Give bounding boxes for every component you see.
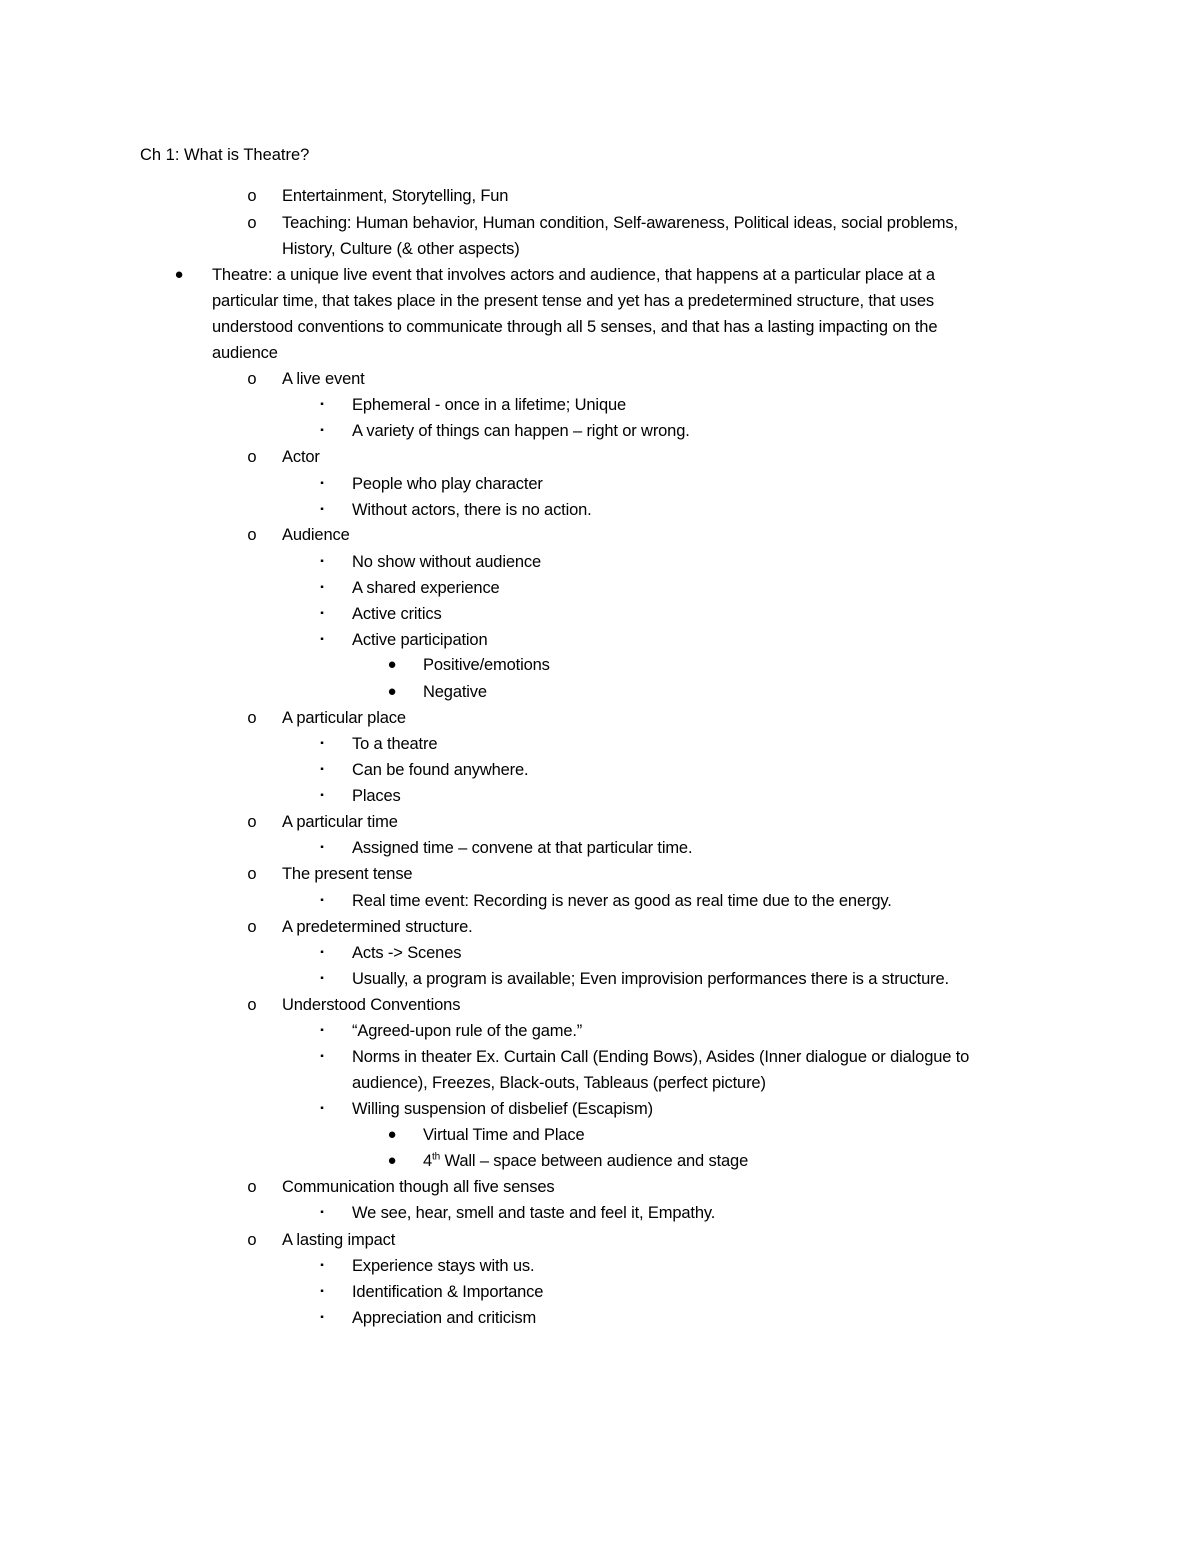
definition-line: Theatre: a unique live event that involves actors and audience, that happens at a particular place at a bbox=[212, 266, 935, 284]
definition-line: particular time, that takes place in the present tense and yet has a predetermined structure, that uses bbox=[212, 292, 934, 310]
section-heading: A particular time bbox=[282, 813, 398, 831]
list-item-continuation: audience), Freezes, Black-outs, Tableaus (perfect picture) bbox=[352, 1074, 766, 1092]
ordinal-number: 4 bbox=[423, 1152, 433, 1170]
list-item: Active participation bbox=[352, 631, 488, 649]
list-item: Acts -> Scenes bbox=[352, 944, 462, 962]
circle-bullet-icon: o bbox=[247, 448, 257, 466]
list-item: Identification & Importance bbox=[352, 1283, 544, 1301]
square-bullet-icon: ▪ bbox=[320, 425, 324, 436]
list-item: Entertainment, Storytelling, Fun bbox=[282, 187, 509, 205]
square-bullet-icon: ▪ bbox=[320, 399, 324, 410]
section-heading: A predetermined structure. bbox=[282, 918, 473, 936]
section-heading: Communication though all five senses bbox=[282, 1178, 555, 1196]
circle-bullet-icon: o bbox=[247, 214, 257, 232]
square-bullet-icon: ▪ bbox=[320, 973, 324, 984]
section-heading: A particular place bbox=[282, 709, 406, 727]
circle-bullet-icon: o bbox=[247, 813, 257, 831]
list-item: Usually, a program is available; Even improvision performances there is a structure. bbox=[352, 970, 949, 988]
list-item: Places bbox=[352, 787, 401, 805]
square-bullet-icon: ▪ bbox=[320, 1260, 324, 1271]
square-bullet-icon: ▪ bbox=[320, 1286, 324, 1297]
section-heading: The present tense bbox=[282, 865, 413, 883]
list-item: We see, hear, smell and taste and feel it, Empathy. bbox=[352, 1204, 716, 1222]
circle-bullet-icon: o bbox=[247, 709, 257, 727]
circle-bullet-icon: o bbox=[247, 187, 257, 205]
square-bullet-icon: ▪ bbox=[320, 947, 324, 958]
square-bullet-icon: ▪ bbox=[320, 1103, 324, 1114]
square-bullet-icon: ▪ bbox=[320, 608, 324, 619]
ordinal-suffix: th bbox=[432, 1151, 441, 1163]
square-bullet-icon: ▪ bbox=[320, 1025, 324, 1036]
square-bullet-icon: ▪ bbox=[320, 738, 324, 749]
circle-bullet-icon: o bbox=[247, 526, 257, 544]
section-heading: Understood Conventions bbox=[282, 996, 461, 1014]
disc-bullet-icon: ● bbox=[387, 656, 397, 673]
section-heading: Actor bbox=[282, 448, 320, 466]
list-item: Norms in theater Ex. Curtain Call (Ending Bows), Asides (Inner dialogue or dialogue to bbox=[352, 1048, 970, 1066]
list-item: Teaching: Human behavior, Human condition, Self-awareness, Political ideas, social problems, bbox=[282, 214, 958, 232]
sub-list-item-text: Wall – space between audience and stage bbox=[440, 1152, 749, 1170]
section-heading: A live event bbox=[282, 370, 365, 388]
circle-bullet-icon: o bbox=[247, 1231, 257, 1249]
list-item: People who play character bbox=[352, 475, 543, 493]
definition-line: audience bbox=[212, 344, 278, 362]
list-item: Can be found anywhere. bbox=[352, 761, 529, 779]
list-item: To a theatre bbox=[352, 735, 438, 753]
list-item: Willing suspension of disbelief (Escapism) bbox=[352, 1100, 653, 1118]
circle-bullet-icon: o bbox=[247, 918, 257, 936]
section-heading: A lasting impact bbox=[282, 1231, 396, 1249]
square-bullet-icon: ▪ bbox=[320, 764, 324, 775]
disc-bullet-icon: ● bbox=[174, 266, 184, 283]
list-item: Real time event: Recording is never as good as real time due to the energy. bbox=[352, 892, 892, 910]
sub-list-item bbox=[423, 1148, 748, 1174]
disc-bullet-icon: ● bbox=[387, 1152, 397, 1169]
list-item: A shared experience bbox=[352, 579, 500, 597]
disc-bullet-icon: ● bbox=[387, 683, 397, 700]
list-item: “Agreed-upon rule of the game.” bbox=[352, 1022, 583, 1040]
square-bullet-icon: ▪ bbox=[320, 842, 324, 853]
square-bullet-icon: ▪ bbox=[320, 895, 324, 906]
square-bullet-icon: ▪ bbox=[320, 478, 324, 489]
square-bullet-icon: ▪ bbox=[320, 634, 324, 645]
section-heading: Audience bbox=[282, 526, 350, 544]
list-item: Appreciation and criticism bbox=[352, 1309, 537, 1327]
list-item: Ephemeral - once in a lifetime; Unique bbox=[352, 396, 627, 414]
square-bullet-icon: ▪ bbox=[320, 556, 324, 567]
square-bullet-icon: ▪ bbox=[320, 1207, 324, 1218]
square-bullet-icon: ▪ bbox=[320, 790, 324, 801]
list-item: A variety of things can happen – right or wrong. bbox=[352, 422, 690, 440]
list-item: No show without audience bbox=[352, 553, 542, 571]
square-bullet-icon: ▪ bbox=[320, 1312, 324, 1323]
list-item: Without actors, there is no action. bbox=[352, 501, 592, 519]
page-title: Ch 1: What is Theatre? bbox=[140, 146, 310, 164]
sub-list-item: Negative bbox=[423, 683, 487, 701]
list-item: Active critics bbox=[352, 605, 442, 623]
square-bullet-icon: ▪ bbox=[320, 504, 324, 515]
list-item: Experience stays with us. bbox=[352, 1257, 535, 1275]
definition-line: understood conventions to communicate through all 5 senses, and that has a lasting impacting on the bbox=[212, 318, 938, 336]
circle-bullet-icon: o bbox=[247, 865, 257, 883]
disc-bullet-icon: ● bbox=[387, 1126, 397, 1143]
circle-bullet-icon: o bbox=[247, 370, 257, 388]
circle-bullet-icon: o bbox=[247, 1178, 257, 1196]
sub-list-item: Virtual Time and Place bbox=[423, 1126, 585, 1144]
circle-bullet-icon: o bbox=[247, 996, 257, 1014]
list-item-continuation: History, Culture (& other aspects) bbox=[282, 240, 520, 258]
list-item: Assigned time – convene at that particular time. bbox=[352, 839, 693, 857]
square-bullet-icon: ▪ bbox=[320, 582, 324, 593]
sub-list-item: Positive/emotions bbox=[423, 656, 550, 674]
square-bullet-icon: ▪ bbox=[320, 1051, 324, 1062]
